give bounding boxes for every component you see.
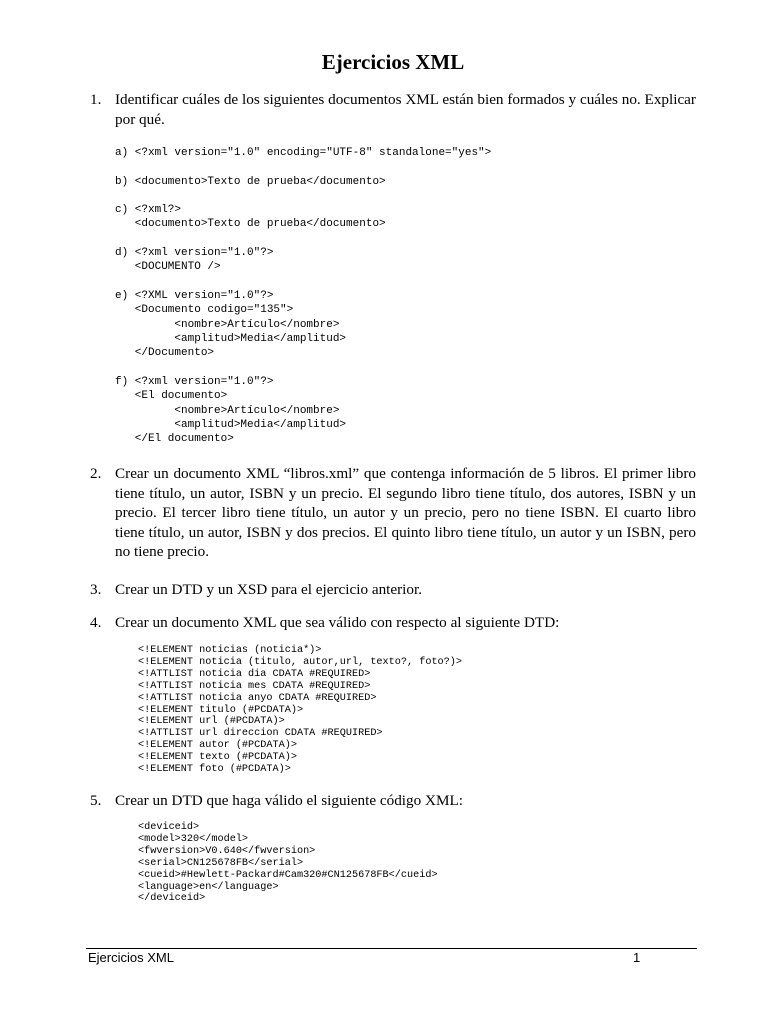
code-block-f: f) <?xml version="1.0"?> <El documento> <nombre>Artículo</nombre> <amplitud>Media</amplitud> </El documento> xyxy=(115,376,347,446)
footer-divider xyxy=(86,948,697,949)
exercise-3 xyxy=(90,580,696,600)
footer-title: Ejercicios XML xyxy=(88,950,174,965)
dtd-code-block: <!ELEMENT noticias (noticia*)> <!ELEMENT noticia (titulo, autor,url, texto?, foto?)> <!ATTLIST noticia dia CDATA #REQUIRED> <!ATTLIST noticia mes CDATA #REQUIRED> <!ATTLIST noticia anyo CDATA #REQUIRED> <!ELEMENT titulo (#PCDATA)> <!ELEMENT url (#PCDATA)> <!ATTLIST url direccion CDATA #REQUIRED> <!ELEMENT autor (#PCDATA)> <!ELEMENT texto (#PCDATA)> <!ELEMENT foto (#PCDATA)> xyxy=(138,645,463,776)
exercise-text: Crear un DTD que haga válido el siguiente código XML: xyxy=(115,792,463,809)
exercise-number: 2. xyxy=(90,465,102,482)
exercise-4 xyxy=(90,613,696,633)
exercise-number: 3. xyxy=(90,581,102,598)
code-block-e: e) <?XML version="1.0"?> <Documento codigo="135"> <nombre>Artículo</nombre> <amplitud>Media</amplitud> </Documento> xyxy=(115,290,347,360)
exercise-text: Crear un documento XML “libros.xml” que contenga información de 5 libros. El primer libro tiene título, un autor, ISBN y un precio. El segundo libro tiene título, dos autores, ISBN y un precio. El tercer libro tiene título, un autor y un precio, pero no tiene ISBN. El cuarto libro tiene título, un autor, ISBN y dos precios. El quinto libro tiene título, un autor y un ISBN, pero no tiene precio. xyxy=(115,465,696,561)
exercise-text: Crear un documento XML que sea válido con respecto al siguiente DTD: xyxy=(115,614,560,631)
exercise-number: 4. xyxy=(90,614,102,631)
exercise-5 xyxy=(90,791,696,811)
exercise-text: Crear un DTD y un XSD para el ejercicio anterior. xyxy=(115,581,423,598)
code-block-c: c) <?xml?> <documento>Texto de prueba</documento> xyxy=(115,204,386,231)
page-title: Ejercicios XML xyxy=(321,50,465,74)
exercise-1 xyxy=(90,90,696,129)
exercise-number: 5. xyxy=(90,792,102,809)
exercise-number: 1. xyxy=(90,91,102,108)
exercise-text: Identificar cuáles de los siguientes documentos XML están bien formados y cuáles no. Explicar por qué. xyxy=(115,91,696,128)
exercise-2 xyxy=(90,464,696,562)
page-number: 1 xyxy=(633,950,641,965)
code-block-b: b) <documento>Texto de prueba</documento> xyxy=(115,176,386,188)
code-block-a: a) <?xml version="1.0" encoding="UTF-8" standalone="yes"> xyxy=(115,147,492,159)
code-block-d: d) <?xml version="1.0"?> <DOCUMENTO /> xyxy=(115,247,274,274)
xml-code-block: <deviceid> <model>320</model> <fwversion>V0.640</fwversion> <serial>CN125678FB</serial> <cueid>#Hewlett-Packard#Cam320#CN125678FB</cueid> <language>en</language> </deviceid> xyxy=(138,822,438,905)
